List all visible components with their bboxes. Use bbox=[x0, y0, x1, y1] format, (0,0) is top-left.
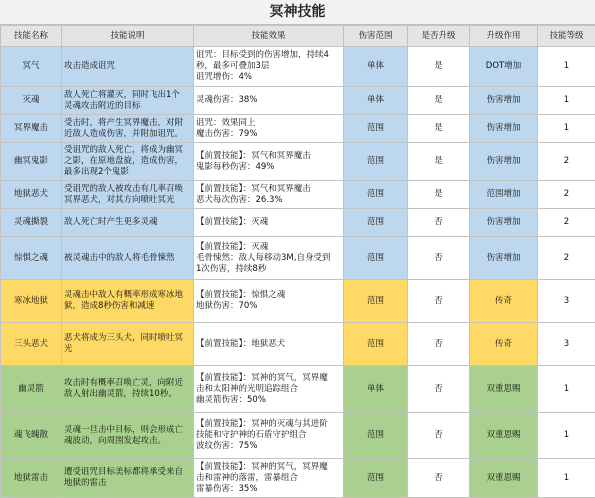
skill-effect-cell bbox=[194, 115, 344, 143]
skill-desc-line: 地狱的雷击 bbox=[64, 478, 191, 489]
damage-range-cell: 范围 bbox=[344, 323, 408, 366]
skill-name-cell: 幽灵箭 bbox=[1, 366, 62, 413]
upgradeable-cell: 是 bbox=[408, 181, 470, 209]
skill-name-cell: 地狱恶犬 bbox=[1, 181, 62, 209]
upgrade-effect-cell: 传奇 bbox=[470, 323, 538, 366]
table-row bbox=[1, 366, 595, 413]
skill-desc-cell bbox=[62, 143, 194, 181]
skill-desc-line: 光 bbox=[64, 344, 191, 355]
skill-table bbox=[0, 25, 595, 498]
skill-effect-cell bbox=[194, 143, 344, 181]
skill-desc-line: 冥界恶犬，对其方向喷吐冥光 bbox=[64, 195, 191, 206]
skill-desc-line: 魂波动，向周围发起攻击。 bbox=[64, 436, 191, 447]
skill-level-cell: 2 bbox=[538, 181, 595, 209]
skill-desc-line: 灵魂击中敌人有概率形成寒冰地 bbox=[64, 290, 191, 301]
header-row bbox=[1, 26, 595, 47]
skill-effect-cell bbox=[194, 366, 344, 413]
skill-effect-line: 【前置技能】：冥气和冥界魔击 bbox=[196, 151, 341, 162]
skill-name-cell: 冥界魔击 bbox=[1, 115, 62, 143]
upgrade-effect-cell: 双重恩赐 bbox=[470, 459, 538, 498]
damage-range-cell: 范围 bbox=[344, 181, 408, 209]
skill-desc-line: 遭受诅咒目标美标都将承受来自 bbox=[64, 467, 191, 478]
skill-effect-line: 诅咒：目标受到的伤害增加，持续4 bbox=[196, 50, 341, 61]
damage-range-cell: 范围 bbox=[344, 413, 408, 459]
skill-effect-line: 鬼影每秒伤害：49% bbox=[196, 162, 341, 173]
skill-name-cell: 灵魂撕裂 bbox=[1, 209, 62, 237]
skill-desc-line: 被灵魂击中的敌人将毛骨悚然 bbox=[64, 253, 191, 264]
skill-name-cell: 寒冰地狱 bbox=[1, 280, 62, 323]
upgrade-effect-cell: 伤害增加 bbox=[470, 209, 538, 237]
skill-level-cell: 1 bbox=[538, 366, 595, 413]
skill-effect-line: 毛骨悚然：敌人每移动3M,自身受到 bbox=[196, 253, 341, 264]
skill-level-cell: 1 bbox=[538, 47, 595, 87]
damage-range-cell: 范围 bbox=[344, 459, 408, 498]
skill-effect-line: 【前置技能】：地狱恶犬 bbox=[196, 339, 341, 350]
header-cell-range: 伤害范围 bbox=[344, 26, 408, 47]
skill-table-body bbox=[1, 26, 595, 498]
skill-desc-cell bbox=[62, 209, 194, 237]
skill-effect-line: 地狱伤害：70% bbox=[196, 301, 341, 312]
skill-name-cell: 幽冥鬼影 bbox=[1, 143, 62, 181]
table-row bbox=[1, 47, 595, 87]
skill-level-cell: 1 bbox=[538, 87, 595, 115]
skill-desc-cell bbox=[62, 413, 194, 459]
skill-desc-line: 受诅咒的敌人死亡，将成为幽冥 bbox=[64, 145, 191, 156]
damage-range-cell: 单体 bbox=[344, 366, 408, 413]
upgradeable-cell: 是 bbox=[408, 143, 470, 181]
header-cell-level: 技能等级 bbox=[538, 26, 595, 47]
upgrade-effect-cell: 伤害增加 bbox=[470, 143, 538, 181]
skill-effect-line: 灵魂伤害：38% bbox=[196, 95, 341, 106]
skill-desc-cell bbox=[62, 280, 194, 323]
upgrade-effect-cell: 伤害增加 bbox=[470, 115, 538, 143]
damage-range-cell: 范围 bbox=[344, 280, 408, 323]
damage-range-cell: 范围 bbox=[344, 115, 408, 143]
skill-effect-line: 诅咒：效果同上 bbox=[196, 118, 341, 129]
skill-effect-line: 秒，最多可叠加3层 bbox=[196, 61, 341, 72]
skill-name-cell: 地狱雷击 bbox=[1, 459, 62, 498]
skill-effect-line: 击和雷神的落雷，雷暴组合 bbox=[196, 473, 341, 484]
upgradeable-cell: 否 bbox=[408, 280, 470, 323]
skill-effect-line: 【前置技能】：冥神的冥气，冥界魔 bbox=[196, 462, 341, 473]
skill-name-cell: 三头恶犬 bbox=[1, 323, 62, 366]
skill-desc-line: 之影，在原地盘旋，造成伤害， bbox=[64, 156, 191, 167]
table-row bbox=[1, 323, 595, 366]
skill-level-cell: 2 bbox=[538, 143, 595, 181]
table-row bbox=[1, 209, 595, 237]
skill-effect-line: 波纹伤害：75% bbox=[196, 441, 341, 452]
upgradeable-cell: 否 bbox=[408, 459, 470, 498]
skill-effect-line: 恶犬每次伤害：26.3% bbox=[196, 195, 341, 206]
upgradeable-cell: 否 bbox=[408, 237, 470, 280]
skill-name-cell: 灭魂 bbox=[1, 87, 62, 115]
skill-desc-cell bbox=[62, 366, 194, 413]
skill-effect-line: 1次伤害，持续8秒 bbox=[196, 264, 341, 275]
skill-desc-line: 最多出现2个鬼影 bbox=[64, 167, 191, 178]
skill-desc-line: 狱，造成8秒伤害和减速 bbox=[64, 301, 191, 312]
upgradeable-cell: 否 bbox=[408, 209, 470, 237]
header-cell-desc: 技能说明 bbox=[62, 26, 194, 47]
header-cell-name: 技能名称 bbox=[1, 26, 62, 47]
skill-effect-line: 魔击伤害：79% bbox=[196, 129, 341, 140]
skill-desc-cell bbox=[62, 115, 194, 143]
skill-desc-line: 敌人射出幽灵箭，持续10秒。 bbox=[64, 389, 191, 400]
upgrade-effect-cell: 双重恩赐 bbox=[470, 413, 538, 459]
skill-effect-cell bbox=[194, 209, 344, 237]
skill-effect-line: 雷暴伤害：35% bbox=[196, 484, 341, 495]
skill-desc-line: 攻击造成诅咒 bbox=[64, 61, 191, 72]
skill-effect-cell bbox=[194, 181, 344, 209]
skill-desc-line: 灵魂攻击附近的目标 bbox=[64, 101, 191, 112]
skill-effect-cell bbox=[194, 237, 344, 280]
skill-level-cell: 1 bbox=[538, 413, 595, 459]
header-cell-effect: 技能效果 bbox=[194, 26, 344, 47]
skill-desc-line: 近敌人造成伤害，并附加诅咒。 bbox=[64, 129, 191, 140]
table-row bbox=[1, 459, 595, 498]
skill-desc-line: 受击时，将产生冥界魔击，对附 bbox=[64, 118, 191, 129]
upgrade-effect-cell: 双重恩赐 bbox=[470, 366, 538, 413]
skill-desc-cell bbox=[62, 237, 194, 280]
header-cell-upgrade: 是否升级 bbox=[408, 26, 470, 47]
skill-desc-line: 敌人死亡将灌灭，同时飞出1个 bbox=[64, 90, 191, 101]
upgrade-effect-cell: 伤害增加 bbox=[470, 237, 538, 280]
damage-range-cell: 范围 bbox=[344, 209, 408, 237]
skill-name-cell: 冥气 bbox=[1, 47, 62, 87]
skill-desc-line: 攻击时有概率召唤亡灵，向附近 bbox=[64, 378, 191, 389]
skill-effect-line: 【前置技能】：冥神的冥气，冥界魔 bbox=[196, 373, 341, 384]
upgrade-effect-cell: 伤害增加 bbox=[470, 87, 538, 115]
skill-effect-cell bbox=[194, 47, 344, 87]
upgradeable-cell: 是 bbox=[408, 87, 470, 115]
skill-name-cell: 魂飞魄散 bbox=[1, 413, 62, 459]
skill-effect-cell bbox=[194, 323, 344, 366]
skill-effect-line: 【前置技能】：惊惧之魂 bbox=[196, 290, 341, 301]
damage-range-cell: 单体 bbox=[344, 47, 408, 87]
damage-range-cell: 范围 bbox=[344, 143, 408, 181]
skill-effect-line: 【前置技能】：灭魂 bbox=[196, 242, 341, 253]
skill-level-cell: 2 bbox=[538, 209, 595, 237]
table-row bbox=[1, 87, 595, 115]
skill-level-cell: 1 bbox=[538, 459, 595, 498]
skill-effect-line: 幽灵箭伤害：50% bbox=[196, 395, 341, 406]
upgrade-effect-cell: DOT增加 bbox=[470, 47, 538, 87]
skill-level-cell: 2 bbox=[538, 237, 595, 280]
upgradeable-cell: 是 bbox=[408, 47, 470, 87]
skill-desc-line: 敌人死亡时产生更多灵魂 bbox=[64, 217, 191, 228]
skill-effect-line: 【前置技能】：冥气和冥界魔击 bbox=[196, 184, 341, 195]
table-row bbox=[1, 237, 595, 280]
skill-effect-line: 【前置技能】：灭魂 bbox=[196, 217, 341, 228]
upgrade-effect-cell: 传奇 bbox=[470, 280, 538, 323]
skill-level-cell: 3 bbox=[538, 280, 595, 323]
skill-effect-cell bbox=[194, 413, 344, 459]
upgradeable-cell: 否 bbox=[408, 413, 470, 459]
skill-desc-line: 恶犬将成为三头犬，同时喷吐冥 bbox=[64, 333, 191, 344]
table-row bbox=[1, 413, 595, 459]
skill-effect-line: 击和太阳神的光明追踪组合 bbox=[196, 384, 341, 395]
upgrade-effect-cell: 范围增加 bbox=[470, 181, 538, 209]
upgradeable-cell: 否 bbox=[408, 323, 470, 366]
header-cell-upgrade-effect: 升级作用 bbox=[470, 26, 538, 47]
skill-desc-cell bbox=[62, 47, 194, 87]
skill-name-cell: 惊惧之魂 bbox=[1, 237, 62, 280]
damage-range-cell: 单体 bbox=[344, 87, 408, 115]
upgradeable-cell: 是 bbox=[408, 115, 470, 143]
skill-effect-cell bbox=[194, 280, 344, 323]
skill-desc-cell bbox=[62, 323, 194, 366]
skill-effect-cell bbox=[194, 459, 344, 498]
skill-effect-line: 诅咒增伤：4% bbox=[196, 72, 341, 83]
table-row bbox=[1, 143, 595, 181]
skill-desc-line: 灵魂一旦击中目标，则会形成亡 bbox=[64, 425, 191, 436]
table-row bbox=[1, 181, 595, 209]
skill-desc-cell bbox=[62, 87, 194, 115]
damage-range-cell: 范围 bbox=[344, 237, 408, 280]
skill-desc-line: 受诅咒的敌人被攻击有几率召唤 bbox=[64, 184, 191, 195]
table-title: 冥神技能 bbox=[0, 0, 595, 25]
skill-effect-cell bbox=[194, 87, 344, 115]
skill-desc-cell bbox=[62, 181, 194, 209]
skill-desc-cell bbox=[62, 459, 194, 498]
upgradeable-cell: 否 bbox=[408, 366, 470, 413]
skill-level-cell: 1 bbox=[538, 115, 595, 143]
skill-effect-line: 【前置技能】：冥神的灭魂与其进阶 bbox=[196, 419, 341, 430]
table-row bbox=[1, 280, 595, 323]
skill-level-cell: 3 bbox=[538, 323, 595, 366]
skill-effect-line: 技能和守护神的石盾守护组合 bbox=[196, 430, 341, 441]
table-row bbox=[1, 115, 595, 143]
